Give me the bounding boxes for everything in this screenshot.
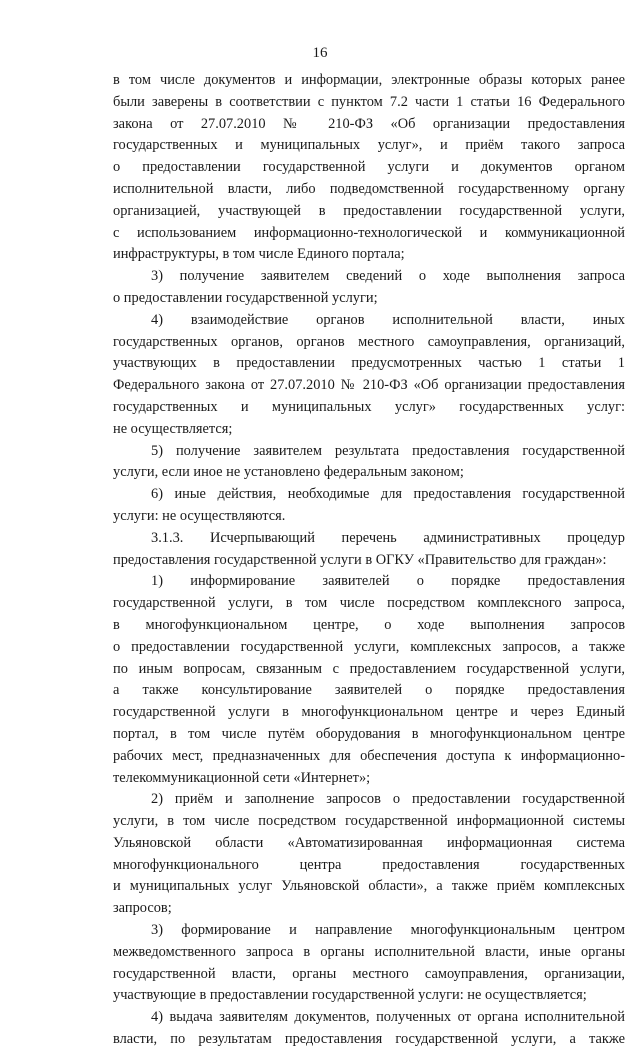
text-line: закона от 27.07.2010 № 210-ФЗ «Об организации предоставления [113, 115, 625, 132]
text-line: а также консультирование заявителей о порядке предоставления [113, 682, 625, 699]
text-line: были заверены в соответствии с пунктом 7.2 части 1 статьи 16 Федерального [113, 93, 625, 110]
text-line: по иным вопросам, связанным с предоставлением государственной услуги, [113, 660, 625, 677]
text-line: с использованием информационно-технологической и коммуникационной [113, 224, 625, 241]
text-line: власти, по результатам предоставления государственной услуги, а также [113, 1031, 625, 1048]
text-line: 3) формирование и направление многофункциональным центром [151, 922, 625, 939]
text-line: услуги, в том числе посредством государственной информационной системы [113, 813, 625, 830]
text-line: услуги, если иное не установлено федеральным законом; [113, 464, 464, 481]
text-line: Федерального закона от 27.07.2010 № 210-ФЗ «Об организации предоставления [113, 377, 625, 394]
text-line: 5) получение заявителем результата предоставления государственной [151, 442, 625, 459]
text-line: запросов; [113, 900, 172, 917]
text-line: услуги: не осуществляются. [113, 507, 286, 524]
text-line: государственных и муниципальных услуг» государственных услуг: [113, 398, 625, 415]
text-line: портал, в том числе путём оборудования в многофункциональном центре [113, 725, 625, 742]
text-line: межведомственного запроса в органы исполнительной власти, иные органы [113, 943, 625, 960]
page-number: 16 [312, 45, 328, 61]
text-line: 3.1.3. Исчерпывающий перечень административных процедур [151, 529, 625, 546]
text-line: многофункционального центра предоставления государственных [113, 856, 625, 873]
text-line: 4) взаимодействие органов исполнительной власти, иных [151, 311, 625, 328]
text-line: предоставления государственной услуги в ОГКУ «Правительство для граждан»: [113, 551, 607, 568]
text-line: организацией, участвующей в предоставлении государственной услуги, [113, 202, 625, 219]
text-line: о предоставлении государственной услуги; [113, 289, 378, 306]
text-line: участвующие в предоставлении государственной услуги: не осуществляется; [113, 987, 587, 1004]
text-line: государственных и муниципальных услуг», и приём такого запроса [113, 137, 625, 154]
text-line: о предоставлении государственной услуги и документов органом [113, 159, 625, 176]
text-line: и муниципальных услуг Ульяновской области», а также приём комплексных [113, 878, 625, 895]
text-line: исполнительной власти, либо подведомственной государственному органу [113, 180, 625, 197]
text-line: 1) информирование заявителей о порядке предоставления [151, 573, 625, 590]
text-line: 4) выдача заявителям документов, полученных от органа исполнительной [151, 1009, 625, 1026]
text-line: рабочих мест, предназначенных для обеспечения доступа к информационно- [113, 747, 625, 764]
text-line: Ульяновской области «Автоматизированная информационная система [113, 834, 625, 851]
document-body [113, 70, 625, 1051]
text-line: не осуществляется; [113, 420, 233, 437]
text-line: инфраструктуры, в том числе Единого портала; [113, 246, 405, 263]
text-line: государственной услуги в многофункциональном центре и через Единый [113, 704, 625, 721]
text-line: участвующих в предоставлении предусмотренных частью 1 статьи 1 [113, 355, 625, 372]
text-line: в многофункциональном центре, о ходе выполнения запросов [113, 616, 625, 633]
text-line: 3) получение заявителем сведений о ходе выполнения запроса [151, 268, 625, 285]
text-line: телекоммуникационной сети «Интернет»; [113, 769, 371, 786]
text-line: 6) иные действия, необходимые для предоставления государственной [151, 486, 625, 503]
text-line: в том числе документов и информации, электронные образы которых ранее [113, 72, 625, 88]
text-line: государственной услуги, в том числе посредством комплексного запроса, [113, 595, 625, 612]
text-line: 2) приём и заполнение запросов о предоставлении государственной [151, 791, 625, 808]
text-line: государственной власти, органы местного самоуправления, организации, [113, 965, 625, 982]
text-line: государственных органов, органов местного самоуправления, организаций, [113, 333, 625, 350]
text-line: о предоставлении государственной услуги, комплексных запросов, а также [113, 638, 625, 655]
